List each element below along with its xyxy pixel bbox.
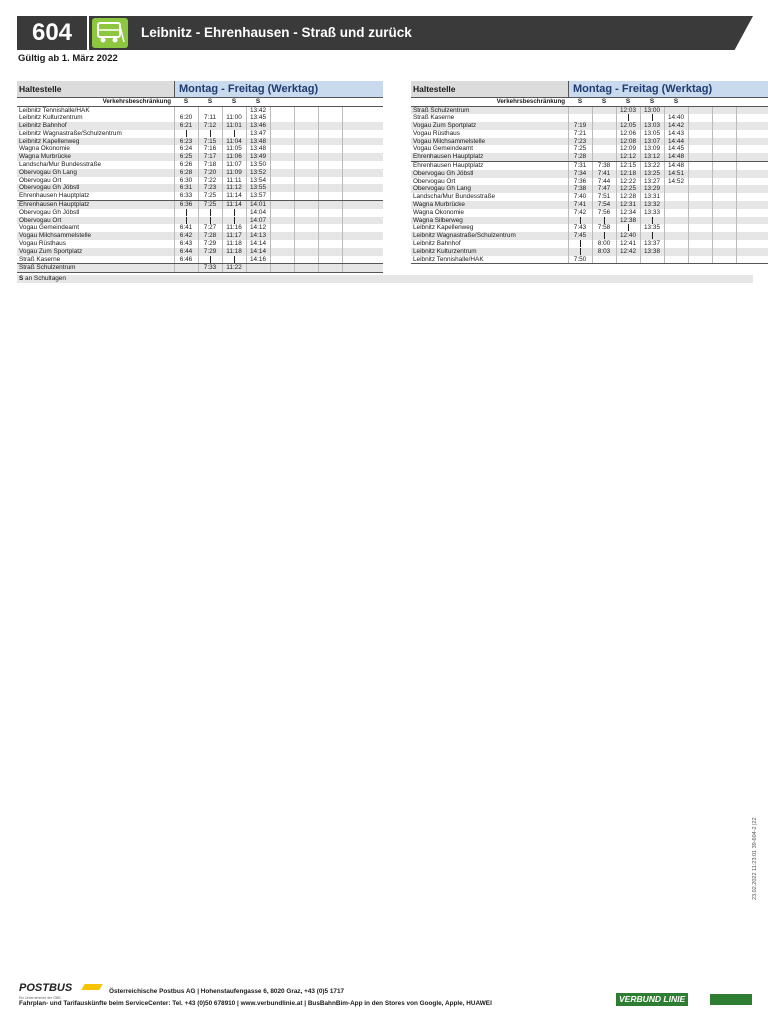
- stop-name: Obervogau Ort: [19, 176, 62, 184]
- stop-name: Landscha/Mur Bundesstraße: [413, 193, 496, 201]
- table-row: [17, 201, 383, 209]
- day-header: Montag - Freitag (Werktag): [174, 81, 383, 97]
- table-row: [411, 107, 768, 115]
- stop-name: Obervogau Gh Jöbstl: [413, 169, 474, 177]
- time-cell: 14:43: [668, 129, 684, 137]
- stop-name: Leibnitz Bahnhof: [19, 122, 67, 130]
- time-cell: 12:03: [620, 106, 636, 114]
- time-cell: 7:56: [597, 208, 611, 216]
- pass-through-marker: [592, 217, 616, 225]
- pass-through-marker: [198, 130, 222, 138]
- pass-through-marker: [616, 114, 640, 122]
- time-cell: 13:48: [250, 145, 266, 153]
- stop-name: Leibnitz Kulturzentrum: [19, 114, 83, 122]
- pass-through-marker: [174, 209, 198, 217]
- time-cell: 13:33: [644, 208, 660, 216]
- stop-name: Leibnitz Bahnhof: [413, 240, 461, 248]
- stop-name: Wagna Ökonomie: [413, 208, 464, 216]
- time-cell: 6:41: [179, 224, 193, 232]
- time-cell: 11:22: [226, 264, 242, 272]
- time-cell: 7:41: [597, 169, 611, 177]
- time-cell: 7:25: [573, 145, 587, 153]
- table-row: [411, 114, 768, 122]
- table-row: [411, 248, 768, 256]
- time-cell: 7:44: [597, 177, 611, 185]
- table-row: [17, 248, 383, 256]
- footnote-symbol: S: [19, 275, 24, 282]
- time-cell: 13:54: [250, 176, 266, 184]
- time-cell: 13:27: [644, 177, 660, 185]
- time-cell: 7:22: [203, 176, 217, 184]
- time-cell: 13:32: [644, 201, 660, 209]
- time-cell: 11:11: [226, 176, 242, 184]
- postbus-logo: POSTBUS: [19, 982, 73, 994]
- time-cell: 13:03: [644, 122, 660, 130]
- time-cell: 7:51: [597, 193, 611, 201]
- valid-from: Gültig ab 1. März 2022: [18, 53, 118, 64]
- table-row: [17, 184, 383, 192]
- footer-address: Österreichische Postbus AG | Hohenstaufengasse 6, 8020 Graz, +43 (0)5 1717: [109, 988, 345, 995]
- time-cell: 14:52: [668, 177, 684, 185]
- time-cell: 11:09: [226, 168, 242, 176]
- time-cell: 12:12: [620, 153, 636, 161]
- time-cell: 7:42: [573, 208, 587, 216]
- time-cell: 14:12: [250, 224, 266, 232]
- time-cell: 13:35: [644, 224, 660, 232]
- table-row: [17, 232, 383, 240]
- pass-through-marker: [222, 217, 246, 225]
- stop-name: Vogau Milchsammelstelle: [413, 137, 486, 145]
- time-cell: 11:17: [226, 232, 242, 240]
- stop-name: Obervogau Gh Jöbstl: [19, 184, 80, 192]
- time-cell: 6:20: [179, 114, 193, 122]
- restriction-label: Verkehrsbeschränkung: [102, 98, 171, 105]
- time-cell: 7:38: [597, 162, 611, 170]
- postbus-subtitle: Ein Unternehmen der ÖBB: [19, 996, 61, 1000]
- postbus-swoosh-icon: [81, 984, 102, 990]
- time-cell: 13:38: [644, 247, 660, 255]
- time-cell: 13:29: [644, 185, 660, 193]
- pass-through-marker: [568, 217, 592, 225]
- stop-name: Wagna Murbrücke: [413, 201, 465, 209]
- time-cell: 11:18: [226, 247, 242, 255]
- time-cell: 6:43: [179, 240, 193, 248]
- time-cell: 11:04: [226, 137, 242, 145]
- time-cell: 12:06: [620, 129, 636, 137]
- time-cell: 7:34: [573, 169, 587, 177]
- pass-through-marker: [174, 217, 198, 225]
- time-cell: 14:44: [668, 137, 684, 145]
- stop-name: Obervogau Ort: [413, 177, 456, 185]
- time-cell: 13:31: [644, 193, 660, 201]
- stop-name: Wagna Murbrücke: [19, 153, 71, 161]
- time-cell: 6:28: [179, 168, 193, 176]
- time-cell: 14:42: [668, 122, 684, 130]
- time-cell: 11:01: [226, 122, 242, 130]
- table-row: [17, 217, 383, 225]
- time-cell: 6:30: [179, 176, 193, 184]
- time-cell: 13:55: [250, 184, 266, 192]
- time-cell: 13:22: [644, 162, 660, 170]
- time-cell: 7:16: [203, 145, 217, 153]
- time-cell: 13:47: [250, 129, 266, 137]
- time-cell: 6:44: [179, 247, 193, 255]
- stop-name: Obervogau Gh Lang: [413, 185, 471, 193]
- restriction-cell: S: [207, 98, 213, 105]
- time-cell: 11:12: [226, 184, 242, 192]
- table-row: [411, 122, 768, 130]
- time-cell: 7:31: [573, 162, 587, 170]
- route-title: Leibnitz - Ehrenhausen - Straß und zurück: [141, 25, 412, 40]
- day-header: Montag - Freitag (Werktag): [568, 81, 768, 97]
- pass-through-marker: [568, 248, 592, 256]
- table-row: [17, 256, 383, 265]
- time-cell: 7:29: [203, 240, 217, 248]
- time-cell: 7:28: [573, 153, 587, 161]
- time-cell: 7:33: [203, 264, 217, 272]
- stop-name: Wagna Silberweg: [413, 216, 463, 224]
- time-cell: 7:20: [203, 168, 217, 176]
- bus-icon: [92, 18, 128, 48]
- stop-name: Vogau Gemeindeamt: [19, 224, 80, 232]
- time-cell: 14:40: [668, 114, 684, 122]
- stop-name: Ehrenhausen Hauptplatz: [413, 162, 484, 170]
- time-cell: 14:07: [250, 216, 266, 224]
- pass-through-marker: [592, 232, 616, 240]
- stop-name: Vogau Rüsthaus: [19, 240, 66, 248]
- timetable-header: [411, 81, 768, 98]
- time-cell: 14:13: [250, 232, 266, 240]
- time-cell: 6:42: [179, 232, 193, 240]
- time-cell: 6:36: [179, 201, 193, 209]
- table-row: [17, 209, 383, 217]
- time-cell: 11:14: [226, 192, 242, 200]
- restriction-cell: S: [649, 98, 655, 105]
- time-cell: 14:16: [250, 255, 266, 263]
- table-row: [411, 224, 768, 232]
- table-row: [411, 153, 768, 162]
- time-cell: 13:49: [250, 153, 266, 161]
- time-cell: 7:29: [203, 247, 217, 255]
- verbund-bus-icon: [710, 994, 752, 1005]
- verbund-text: VERBUND LINIE: [616, 993, 688, 1006]
- pass-through-marker: [640, 217, 664, 225]
- time-cell: 12:34: [620, 208, 636, 216]
- time-cell: 6:26: [179, 161, 193, 169]
- stop-name: Leibnitz Wagnastraße/Schulzentrum: [413, 232, 516, 240]
- table-row: [17, 153, 383, 161]
- stop-name: Leibnitz Kapellenweg: [19, 137, 80, 145]
- stop-name: Leibnitz Tennishalle/HAK: [19, 106, 90, 114]
- pass-through-marker: [640, 114, 664, 122]
- stop-name: Straß Kaserne: [19, 255, 61, 263]
- time-cell: 11:00: [226, 114, 242, 122]
- table-row: [17, 177, 383, 185]
- time-cell: 13:37: [644, 240, 660, 248]
- table-row: [411, 217, 768, 225]
- pass-through-marker: [616, 224, 640, 232]
- table-row: [411, 130, 768, 138]
- time-cell: 13:00: [644, 106, 660, 114]
- footer-service: Fahrplan- und Tarifauskünfte beim ServiceCenter: Tel. +43 (0)50 678910 | www.verbundlinie.at | BusBahnBim-App in den Stores von Google, Apple, HUAWEI: [19, 1000, 492, 1007]
- restriction-label: Verkehrsbeschränkung: [496, 98, 565, 105]
- stop-name: Obervogau Ort: [19, 216, 62, 224]
- time-cell: 12:40: [620, 232, 636, 240]
- stop-name: Straß Kaserne: [413, 114, 455, 122]
- time-cell: 7:38: [573, 185, 587, 193]
- time-cell: 12:38: [620, 216, 636, 224]
- time-cell: 7:18: [203, 161, 217, 169]
- time-cell: 14:14: [250, 240, 266, 248]
- time-cell: 6:24: [179, 145, 193, 153]
- time-cell: 7:11: [204, 114, 216, 122]
- time-cell: 7:12: [203, 122, 217, 130]
- stop-name: Leibnitz Kapellenweg: [413, 224, 474, 232]
- time-cell: 11:14: [226, 201, 242, 209]
- time-cell: 11:16: [226, 224, 242, 232]
- time-cell: 7:23: [573, 137, 587, 145]
- time-cell: 13:50: [250, 161, 266, 169]
- time-cell: 7:17: [203, 153, 217, 161]
- time-cell: 13:46: [250, 122, 266, 130]
- table-row: [17, 107, 383, 115]
- time-cell: 12:31: [620, 201, 636, 209]
- restriction-row: [411, 98, 768, 107]
- footnote-text: an Schultagen: [25, 275, 66, 282]
- time-cell: 12:09: [620, 145, 636, 153]
- table-row: [17, 264, 383, 273]
- table-row: [411, 145, 768, 153]
- time-cell: 13:12: [644, 153, 660, 161]
- time-cell: 7:47: [597, 185, 611, 193]
- stop-name: Leibnitz Tennishalle/HAK: [413, 255, 484, 263]
- time-cell: 11:05: [226, 145, 242, 153]
- restriction-cell: S: [183, 98, 189, 105]
- table-row: [411, 178, 768, 186]
- time-cell: 12:22: [620, 177, 636, 185]
- table-row: [411, 162, 768, 170]
- table-row: [411, 256, 768, 265]
- time-cell: 6:33: [179, 192, 193, 200]
- restriction-cell: S: [577, 98, 583, 105]
- route-number: 604: [17, 16, 89, 50]
- table-row: [411, 138, 768, 146]
- table-row: [17, 114, 383, 122]
- table-row: [17, 138, 383, 146]
- time-cell: 12:28: [620, 193, 636, 201]
- restriction-cell: S: [625, 98, 631, 105]
- table-row: [411, 240, 768, 248]
- table-row: [17, 122, 383, 130]
- time-cell: 7:23: [203, 184, 217, 192]
- time-cell: 13:52: [250, 168, 266, 176]
- verbund-logo: [616, 993, 753, 1006]
- time-cell: 13:42: [250, 106, 266, 114]
- time-cell: 7:21: [573, 129, 587, 137]
- time-cell: 13:05: [644, 129, 660, 137]
- time-cell: 6:23: [179, 137, 193, 145]
- timetable-header: [17, 81, 383, 98]
- route-header: [17, 16, 753, 50]
- time-cell: 7:27: [203, 224, 217, 232]
- stop-name: Ehrenhausen Hauptplatz: [413, 153, 484, 161]
- time-cell: 7:28: [203, 232, 217, 240]
- time-cell: 13:45: [250, 114, 266, 122]
- table-row: [411, 209, 768, 217]
- time-cell: 6:46: [179, 255, 193, 263]
- table-row: [411, 170, 768, 178]
- pass-through-marker: [222, 130, 246, 138]
- time-cell: 6:31: [179, 184, 193, 192]
- pass-through-marker: [198, 209, 222, 217]
- pass-through-marker: [198, 217, 222, 225]
- timetable-outbound: [17, 81, 383, 273]
- pass-through-marker: [198, 256, 222, 264]
- time-cell: 7:19: [573, 122, 587, 130]
- pass-through-marker: [568, 240, 592, 248]
- time-cell: 12:18: [620, 169, 636, 177]
- restriction-cell: S: [255, 98, 261, 105]
- time-cell: 12:42: [620, 247, 636, 255]
- stop-column-header: Haltestelle: [19, 84, 62, 94]
- footnote: [17, 275, 753, 283]
- stop-name: Vogau Rüsthaus: [413, 129, 460, 137]
- time-cell: 7:54: [597, 201, 611, 209]
- time-cell: 7:40: [573, 193, 587, 201]
- time-cell: 7:41: [573, 201, 587, 209]
- time-cell: 14:48: [668, 153, 684, 161]
- time-cell: 14:04: [250, 208, 266, 216]
- stop-name: Wagna Ökonomie: [19, 145, 70, 153]
- time-cell: 13:57: [250, 192, 266, 200]
- table-row: [17, 145, 383, 153]
- stop-name: Vogau Zum Sportplatz: [19, 247, 83, 255]
- restriction-row: [17, 98, 383, 107]
- time-cell: 12:25: [620, 185, 636, 193]
- restriction-cell: S: [601, 98, 607, 105]
- time-cell: 6:25: [179, 153, 193, 161]
- table-row: [17, 192, 383, 201]
- time-cell: 6:21: [179, 122, 193, 130]
- time-cell: 7:50: [573, 255, 587, 263]
- time-cell: 7:58: [597, 224, 611, 232]
- time-cell: 13:07: [644, 137, 660, 145]
- time-cell: 7:15: [203, 137, 217, 145]
- stop-name: Vogau Milchsammelstelle: [19, 232, 92, 240]
- time-cell: 12:41: [620, 240, 636, 248]
- time-cell: 11:06: [226, 153, 242, 161]
- time-cell: 7:25: [203, 192, 217, 200]
- time-cell: 12:08: [620, 137, 636, 145]
- stop-column-header: Haltestelle: [413, 84, 456, 94]
- time-cell: 11:07: [226, 161, 242, 169]
- time-cell: 12:15: [620, 162, 636, 170]
- timetable-rows: [411, 107, 768, 265]
- pass-through-marker: [640, 232, 664, 240]
- table-row: [411, 193, 768, 201]
- restriction-cell: S: [231, 98, 237, 105]
- timetable-rows: [17, 107, 383, 274]
- stop-name: Landscha/Mur Bundesstraße: [19, 161, 102, 169]
- time-cell: 11:18: [226, 240, 242, 248]
- restriction-cell: S: [673, 98, 679, 105]
- stop-name: Obervogau Gh Jöbstl: [19, 208, 80, 216]
- stop-name: Ehrenhausen Hauptplatz: [19, 201, 90, 209]
- time-cell: 13:09: [644, 145, 660, 153]
- print-info: 23.02.2022 11:23:01 39-604-2 |22: [752, 817, 758, 900]
- table-row: [411, 232, 768, 240]
- time-cell: 14:48: [668, 162, 684, 170]
- pass-through-marker: [174, 130, 198, 138]
- time-cell: 7:36: [573, 177, 587, 185]
- time-cell: 7:25: [203, 201, 217, 209]
- table-row: [17, 224, 383, 232]
- table-row: [411, 185, 768, 193]
- table-row: [17, 169, 383, 177]
- stop-name: Vogau Zum Sportplatz: [413, 122, 477, 130]
- stop-name: Vogau Gemeindeamt: [413, 145, 474, 153]
- time-cell: 7:45: [573, 232, 587, 240]
- stop-name: Ehrenhausen Hauptplatz: [19, 192, 90, 200]
- table-row: [17, 130, 383, 138]
- pass-through-marker: [222, 209, 246, 217]
- timetable-return: [411, 81, 768, 264]
- time-cell: 14:45: [668, 145, 684, 153]
- stop-name: Leibnitz Kulturzentrum: [413, 247, 477, 255]
- time-cell: 14:14: [250, 247, 266, 255]
- time-cell: 7:43: [573, 224, 587, 232]
- stop-name: Straß Schulzentrum: [413, 106, 470, 114]
- time-cell: 13:25: [644, 169, 660, 177]
- table-row: [17, 161, 383, 169]
- table-row: [17, 240, 383, 248]
- time-cell: 14:51: [668, 169, 684, 177]
- footer: [17, 982, 753, 1012]
- pass-through-marker: [222, 256, 246, 264]
- time-cell: 13:48: [250, 137, 266, 145]
- time-cell: 12:05: [620, 122, 636, 130]
- stop-name: Straß Schulzentrum: [19, 264, 76, 272]
- stop-name: Leibnitz Wagnastraße/Schulzentrum: [19, 129, 122, 137]
- time-cell: 14:01: [250, 201, 266, 209]
- stop-name: Obervogau Gh Lang: [19, 168, 77, 176]
- table-row: [411, 201, 768, 209]
- time-cell: 8:00: [597, 240, 611, 248]
- time-cell: 8:03: [597, 247, 611, 255]
